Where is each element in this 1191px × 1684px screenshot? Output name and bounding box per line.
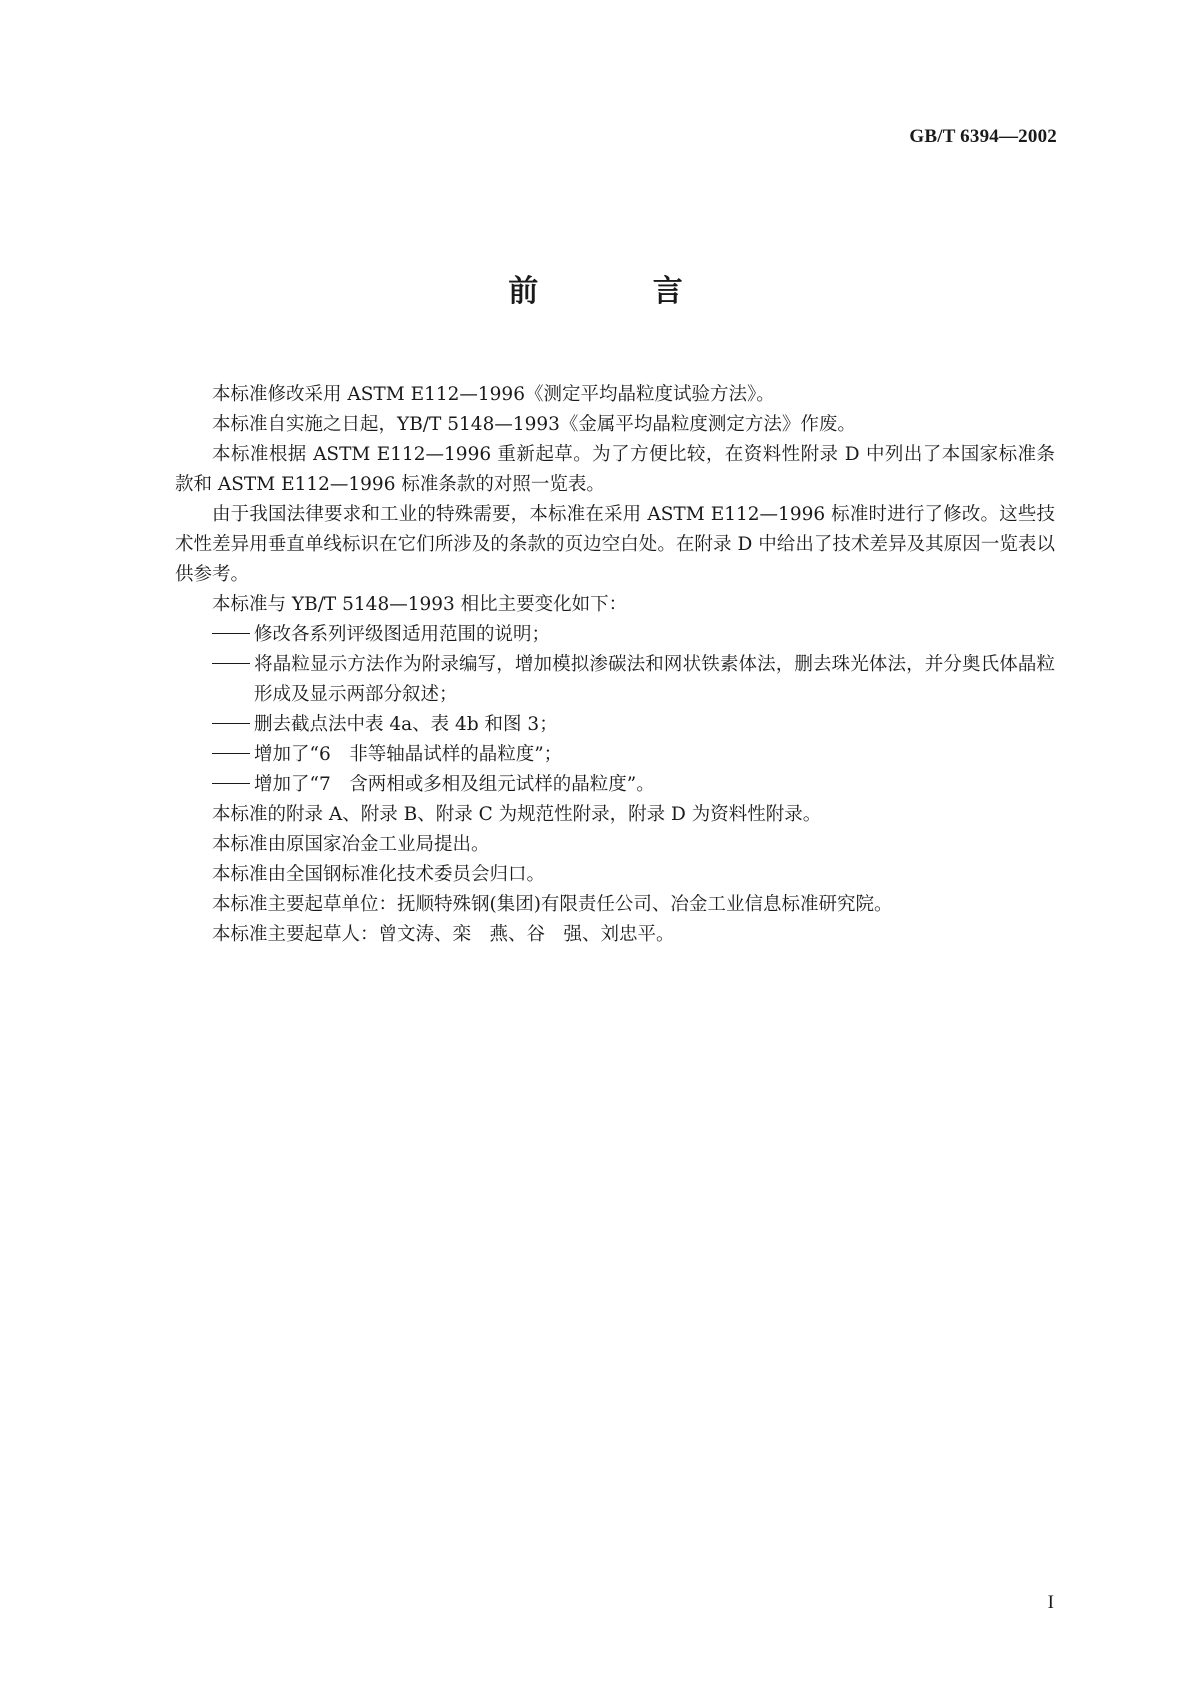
list-item: [175, 620, 1055, 650]
list-item-text: 将晶粒显示方法作为附录编写，增加模拟渗碳法和网状铁素体法，删去珠光体法，并分奥氏体晶粒形成及显示两部分叙述；: [254, 654, 1055, 705]
list-item: [175, 740, 1055, 770]
page-title: 前 言: [508, 274, 735, 309]
standard-code: GB/T 6394—2002: [909, 126, 1057, 147]
list-item-text: 增加了“6 非等轴晶试样的晶粒度”；: [254, 744, 563, 765]
dash-marker: [212, 650, 254, 680]
list-item-text: 修改各系列评级图适用范围的说明；: [254, 624, 551, 645]
paragraph: 本标准与 YB/T 5148—1993 相比主要变化如下：: [212, 594, 628, 615]
paragraph: 本标准主要起草人：曾文涛、栾 燕、谷 强、刘忠平。: [212, 924, 675, 945]
dash-marker: [212, 620, 254, 650]
list-item: [175, 770, 1055, 800]
paragraph: 本标准根据 ASTM E112—1996 重新起草。为了方便比较，在资料性附录 D 中列出了本国家标准条款和 ASTM E112—1996 标准条款的对照一览表。: [175, 444, 1055, 495]
foreword-body: [175, 380, 1055, 950]
paragraph: 本标准由原国家冶金工业局提出。: [212, 834, 490, 855]
paragraph: 本标准的附录 A、附录 B、附录 C 为规范性附录，附录 D 为资料性附录。: [212, 804, 822, 825]
paragraph: 本标准修改采用 ASTM E112—1996《测定平均晶粒度试验方法》。: [212, 384, 775, 405]
paragraph: 本标准自实施之日起，YB/T 5148—1993《金属平均晶粒度测定方法》作废。: [212, 414, 856, 435]
paragraph: 本标准由全国钢标准化技术委员会归口。: [212, 864, 546, 885]
changes-list: [175, 620, 1055, 800]
list-item: [175, 710, 1055, 740]
dash-marker: [212, 770, 254, 800]
dash-marker: [212, 740, 254, 770]
paragraph: 本标准主要起草单位：抚顺特殊钢(集团)有限责任公司、冶金工业信息标准研究院。: [212, 894, 893, 915]
list-item: [175, 650, 1055, 710]
list-item-text: 删去截点法中表 4a、表 4b 和图 3；: [254, 714, 558, 735]
paragraph: 由于我国法律要求和工业的特殊需要，本标准在采用 ASTM E112—1996 标准时进行了修改。这些技术性差异用垂直单线标识在它们所涉及的条款的页边空白处。在附录 D 中给出了技术差异及其原因一览表以供参考。: [175, 504, 1055, 585]
page-number: I: [1047, 1592, 1054, 1613]
list-item-text: 增加了“7 含两相或多相及组元试样的晶粒度”。: [254, 774, 655, 795]
dash-marker: [212, 710, 254, 740]
